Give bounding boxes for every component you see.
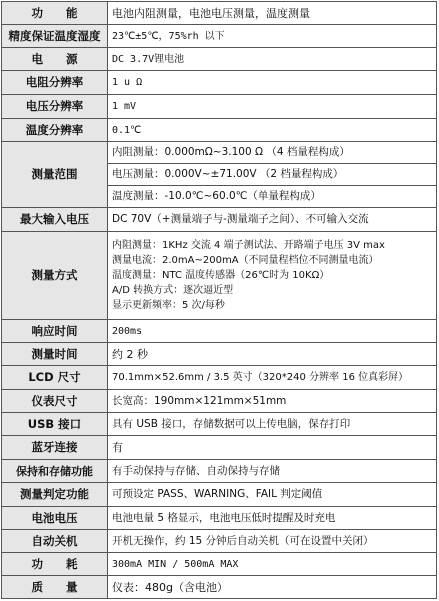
row-label-function: 功 能 <box>2 2 108 25</box>
row-label-power-supply: 电 源 <box>2 48 108 71</box>
row-label-usb-interface: USB 接口 <box>2 413 108 436</box>
method-line-temperature: 温度测量：NTC 温度传感器（26℃时为 10KΩ） <box>112 270 330 281</box>
table-row <box>2 413 437 436</box>
table-row <box>2 553 437 576</box>
row-label-weight: 质 量 <box>2 576 108 599</box>
range-line-voltage: 电压测量：0.000V~±71.00V （2 档量程构成） <box>108 164 436 186</box>
row-value-weight: 仪表：480g（含电池） <box>108 576 437 599</box>
spec-table <box>1 1 437 599</box>
row-label-auto-power-off: 自动关机 <box>2 530 108 553</box>
row-value-accuracy-conditions: 23℃±5℃，75%rh 以下 <box>108 25 437 48</box>
row-value-measurement-method <box>108 232 437 320</box>
row-label-judgement-function: 测量判定功能 <box>2 483 108 507</box>
row-value-max-input-voltage: DC 70V（+测量端子与-测量端子之间）、不可输入交流 <box>108 208 437 232</box>
row-label-power-consumption: 功 耗 <box>2 553 108 576</box>
row-value-response-time: 200ms <box>108 320 437 343</box>
row-label-temperature-resolution: 温度分辨率 <box>2 119 108 142</box>
method-line-refresh-rate: 显示更新频率：5 次/每秒 <box>112 300 225 311</box>
row-value-measurement-range <box>108 142 437 208</box>
row-value-usb-interface: 具有 USB 接口，存储数据可以上传电脑，保存打印 <box>108 413 437 436</box>
table-row <box>2 390 437 413</box>
table-row <box>2 119 437 142</box>
row-label-hold-and-storage: 保持和存储功能 <box>2 460 108 483</box>
method-line-resistance: 内阻测量：1KHz 交流 4 端子测试法、开路端子电压 3V max <box>112 240 385 251</box>
table-row <box>2 436 437 460</box>
row-label-voltage-resolution: 电压分辨率 <box>2 95 108 119</box>
range-line-temperature: 温度测量：-10.0℃~60.0℃（单量程构成） <box>112 190 321 202</box>
row-value-resistance-resolution: 1 u Ω <box>108 71 437 95</box>
row-label-max-input-voltage: 最大输入电压 <box>2 208 108 232</box>
table-row <box>2 208 437 232</box>
table-row <box>2 530 437 553</box>
row-value-auto-power-off: 开机无操作，约 15 分钟后自动关机（可在设置中关闭） <box>108 530 437 553</box>
table-row <box>2 483 437 507</box>
table-row <box>2 366 437 390</box>
table-row <box>2 460 437 483</box>
row-value-power-supply: DC 3.7V锂电池 <box>108 48 437 71</box>
table-row <box>2 576 437 599</box>
row-value-battery-voltage: 电池电量 5 格显示，电池电压低时提醒及时充电 <box>108 507 437 530</box>
table-row <box>2 507 437 530</box>
row-label-response-time: 响应时间 <box>2 320 108 343</box>
row-label-measurement-range: 测量范围 <box>2 142 108 208</box>
table-row <box>2 343 437 366</box>
table-row <box>2 142 437 208</box>
row-value-bluetooth: 有 <box>108 436 437 460</box>
row-label-measurement-method: 测量方式 <box>2 232 108 320</box>
row-value-temperature-resolution: 0.1℃ <box>108 119 437 142</box>
row-label-instrument-size: 仪表尺寸 <box>2 390 108 413</box>
table-row <box>2 320 437 343</box>
range-line-resistance: 内阻测量：0.000mΩ~3.100 Ω （4 档量程构成） <box>108 142 436 164</box>
table-row <box>2 25 437 48</box>
row-value-measurement-time: 约 2 秒 <box>108 343 437 366</box>
table-row <box>2 71 437 95</box>
method-line-current: 测量电流：2.0mA~200mA（不同量程档位不同测量电流） <box>112 255 379 266</box>
table-row <box>2 95 437 119</box>
row-value-voltage-resolution: 1 mV <box>108 95 437 119</box>
row-value-lcd-size: 70.1mm×52.6mm / 3.5 英寸（320*240 分辨率 16 位真彩屏） <box>108 366 437 390</box>
table-row <box>2 2 437 25</box>
row-value-hold-and-storage: 有手动保持与存储、自动保持与存储 <box>108 460 437 483</box>
row-value-judgement-function: 可预设定 PASS、WARNING、FAIL 判定阈值 <box>108 483 437 507</box>
row-value-power-consumption: 300mA MIN / 500mA MAX <box>108 553 437 576</box>
row-label-bluetooth: 蓝牙连接 <box>2 436 108 460</box>
method-line-ad-conversion: A/D 转换方式：逐次逼近型 <box>112 285 234 296</box>
row-label-accuracy-conditions: 精度保证温度湿度 <box>2 25 108 48</box>
row-value-instrument-size: 长宽高：190mm×121mm×51mm <box>108 390 437 413</box>
row-label-lcd-size: LCD 尺寸 <box>2 366 108 390</box>
row-label-resistance-resolution: 电阻分辨率 <box>2 71 108 95</box>
row-label-battery-voltage: 电池电压 <box>2 507 108 530</box>
table-row <box>2 232 437 320</box>
row-label-measurement-time: 测量时间 <box>2 343 108 366</box>
table-row <box>2 48 437 71</box>
row-value-function: 电池内阻测量，电池电压测量，温度测量 <box>108 2 437 25</box>
